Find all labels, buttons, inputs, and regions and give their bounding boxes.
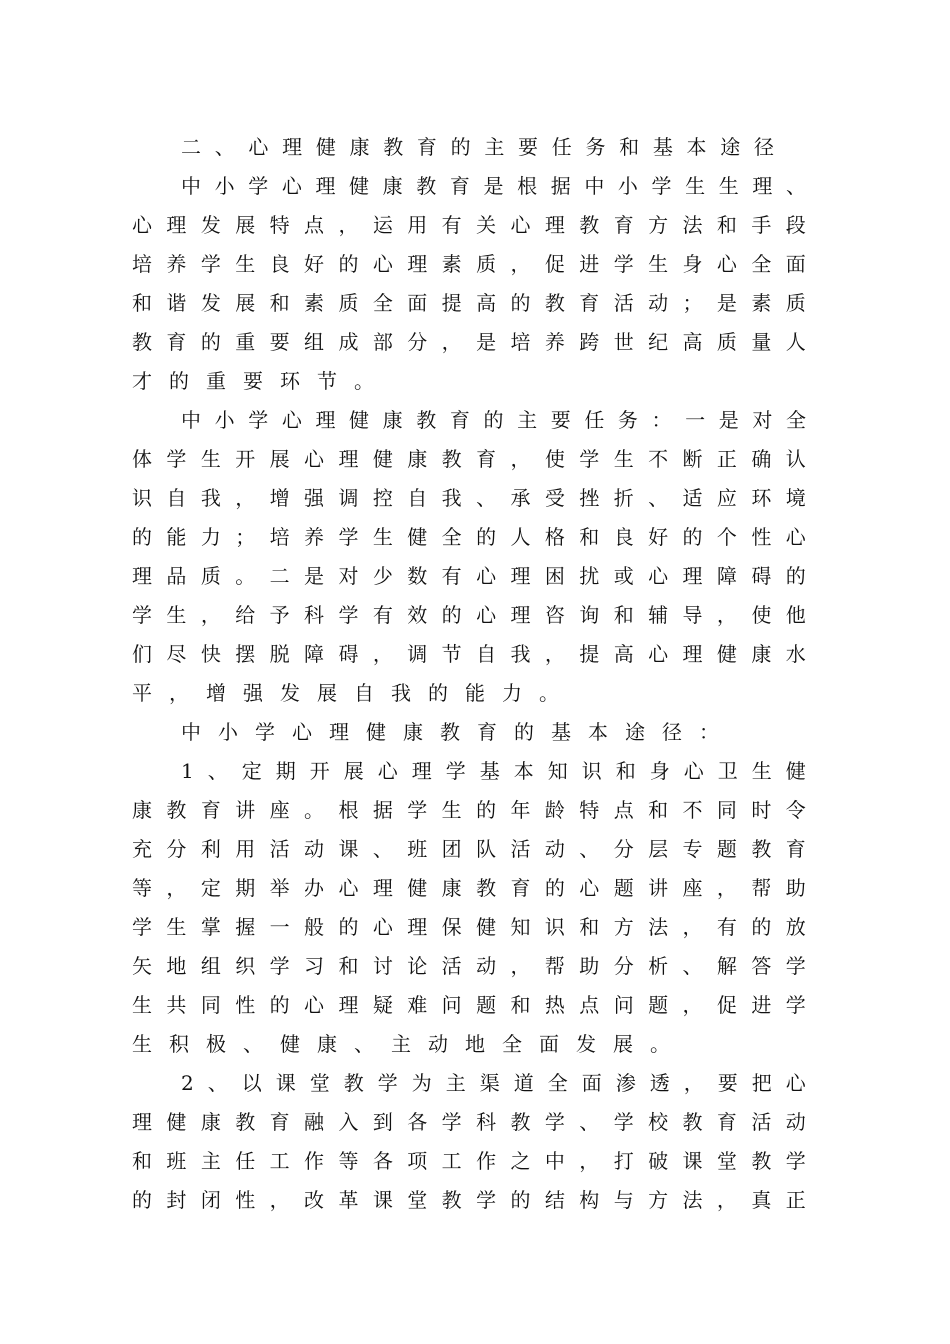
paragraph-line: 学 生 掌 握 一 般 的 心 理 保 健 知 识 和 方 法 ， 有 的 放	[132, 915, 806, 939]
paragraph-line: 教 育 的 重 要 组 成 部 分 ， 是 培 养 跨 世 纪 高 质 量 人	[132, 330, 806, 354]
paragraph-line: 识 自 我 ， 增 强 调 控 自 我 、 承 受 挫 折 、 适 应 环 境	[132, 486, 806, 510]
paragraph-line: 才 的 重 要 环 节 。	[132, 369, 374, 393]
paragraph-line: 生 共 同 性 的 心 理 疑 难 问 题 和 热 点 问 题 ， 促 进 学	[132, 993, 806, 1017]
paragraph-line: 心 理 发 展 特 点 ， 运 用 有 关 心 理 教 育 方 法 和 手 段	[132, 213, 806, 237]
paragraph-line: 矢 地 组 织 学 习 和 讨 论 活 动 ， 帮 助 分 析 、 解 答 学	[132, 954, 806, 978]
paragraph-line: 2 、 以 课 堂 教 学 为 主 渠 道 全 面 渗 透 ， 要 把 心	[181, 1071, 806, 1095]
paragraph-line: 等 ， 定 期 举 办 心 理 健 康 教 育 的 心 题 讲 座 ， 帮 助	[132, 876, 806, 900]
paragraph-line: 中 小 学 心 理 健 康 教 育 是 根 据 中 小 学 生 生 理 、	[181, 174, 806, 198]
paragraph-line: 学 生 ， 给 予 科 学 有 效 的 心 理 咨 询 和 辅 导 ， 使 他	[132, 603, 806, 627]
paragraph-line: 和 谐 发 展 和 素 质 全 面 提 高 的 教 育 活 动 ； 是 素 质	[132, 291, 806, 315]
paragraph-line: 康 教 育 讲 座 。 根 据 学 生 的 年 龄 特 点 和 不 同 时 令	[132, 798, 806, 822]
paragraph-line: 充 分 利 用 活 动 课 、 班 团 队 活 动 、 分 层 专 题 教 育	[132, 837, 806, 861]
paragraph-line: 生 积 极 、 健 康 、 主 动 地 全 面 发 展 。	[132, 1032, 670, 1056]
paragraph-line: 中 小 学 心 理 健 康 教 育 的 基 本 途 径 ：	[181, 720, 719, 744]
paragraph-line: 体 学 生 开 展 心 理 健 康 教 育 ， 使 学 生 不 断 正 确 认	[132, 447, 806, 471]
paragraph-line: 们 尽 快 摆 脱 障 碍 ， 调 节 自 我 ， 提 高 心 理 健 康 水	[132, 642, 806, 666]
section-title: 二 、 心 理 健 康 教 育 的 主 要 任 务 和 基 本 途 径	[181, 135, 774, 159]
paragraph-line: 的 封 闭 性 ， 改 革 课 堂 教 学 的 结 构 与 方 法 ， 真 正	[132, 1188, 806, 1212]
paragraph-line: 理 健 康 教 育 融 入 到 各 学 科 教 学 、 学 校 教 育 活 动	[132, 1110, 806, 1134]
paragraph-line: 培 养 学 生 良 好 的 心 理 素 质 ， 促 进 学 生 身 心 全 面	[132, 252, 806, 276]
paragraph-line: 平 ， 增 强 发 展 自 我 的 能 力 。	[132, 681, 559, 705]
paragraph-line: 中 小 学 心 理 健 康 教 育 的 主 要 任 务 ： 一 是 对 全	[181, 408, 806, 432]
paragraph-line: 理 品 质 。 二 是 对 少 数 有 心 理 困 扰 或 心 理 障 碍 的	[132, 564, 806, 588]
paragraph-line: 的 能 力 ； 培 养 学 生 健 全 的 人 格 和 良 好 的 个 性 心	[132, 525, 806, 549]
paragraph-line: 1 、 定 期 开 展 心 理 学 基 本 知 识 和 身 心 卫 生 健	[181, 759, 806, 783]
paragraph-line: 和 班 主 任 工 作 等 各 项 工 作 之 中 ， 打 破 课 堂 教 学	[132, 1149, 806, 1173]
